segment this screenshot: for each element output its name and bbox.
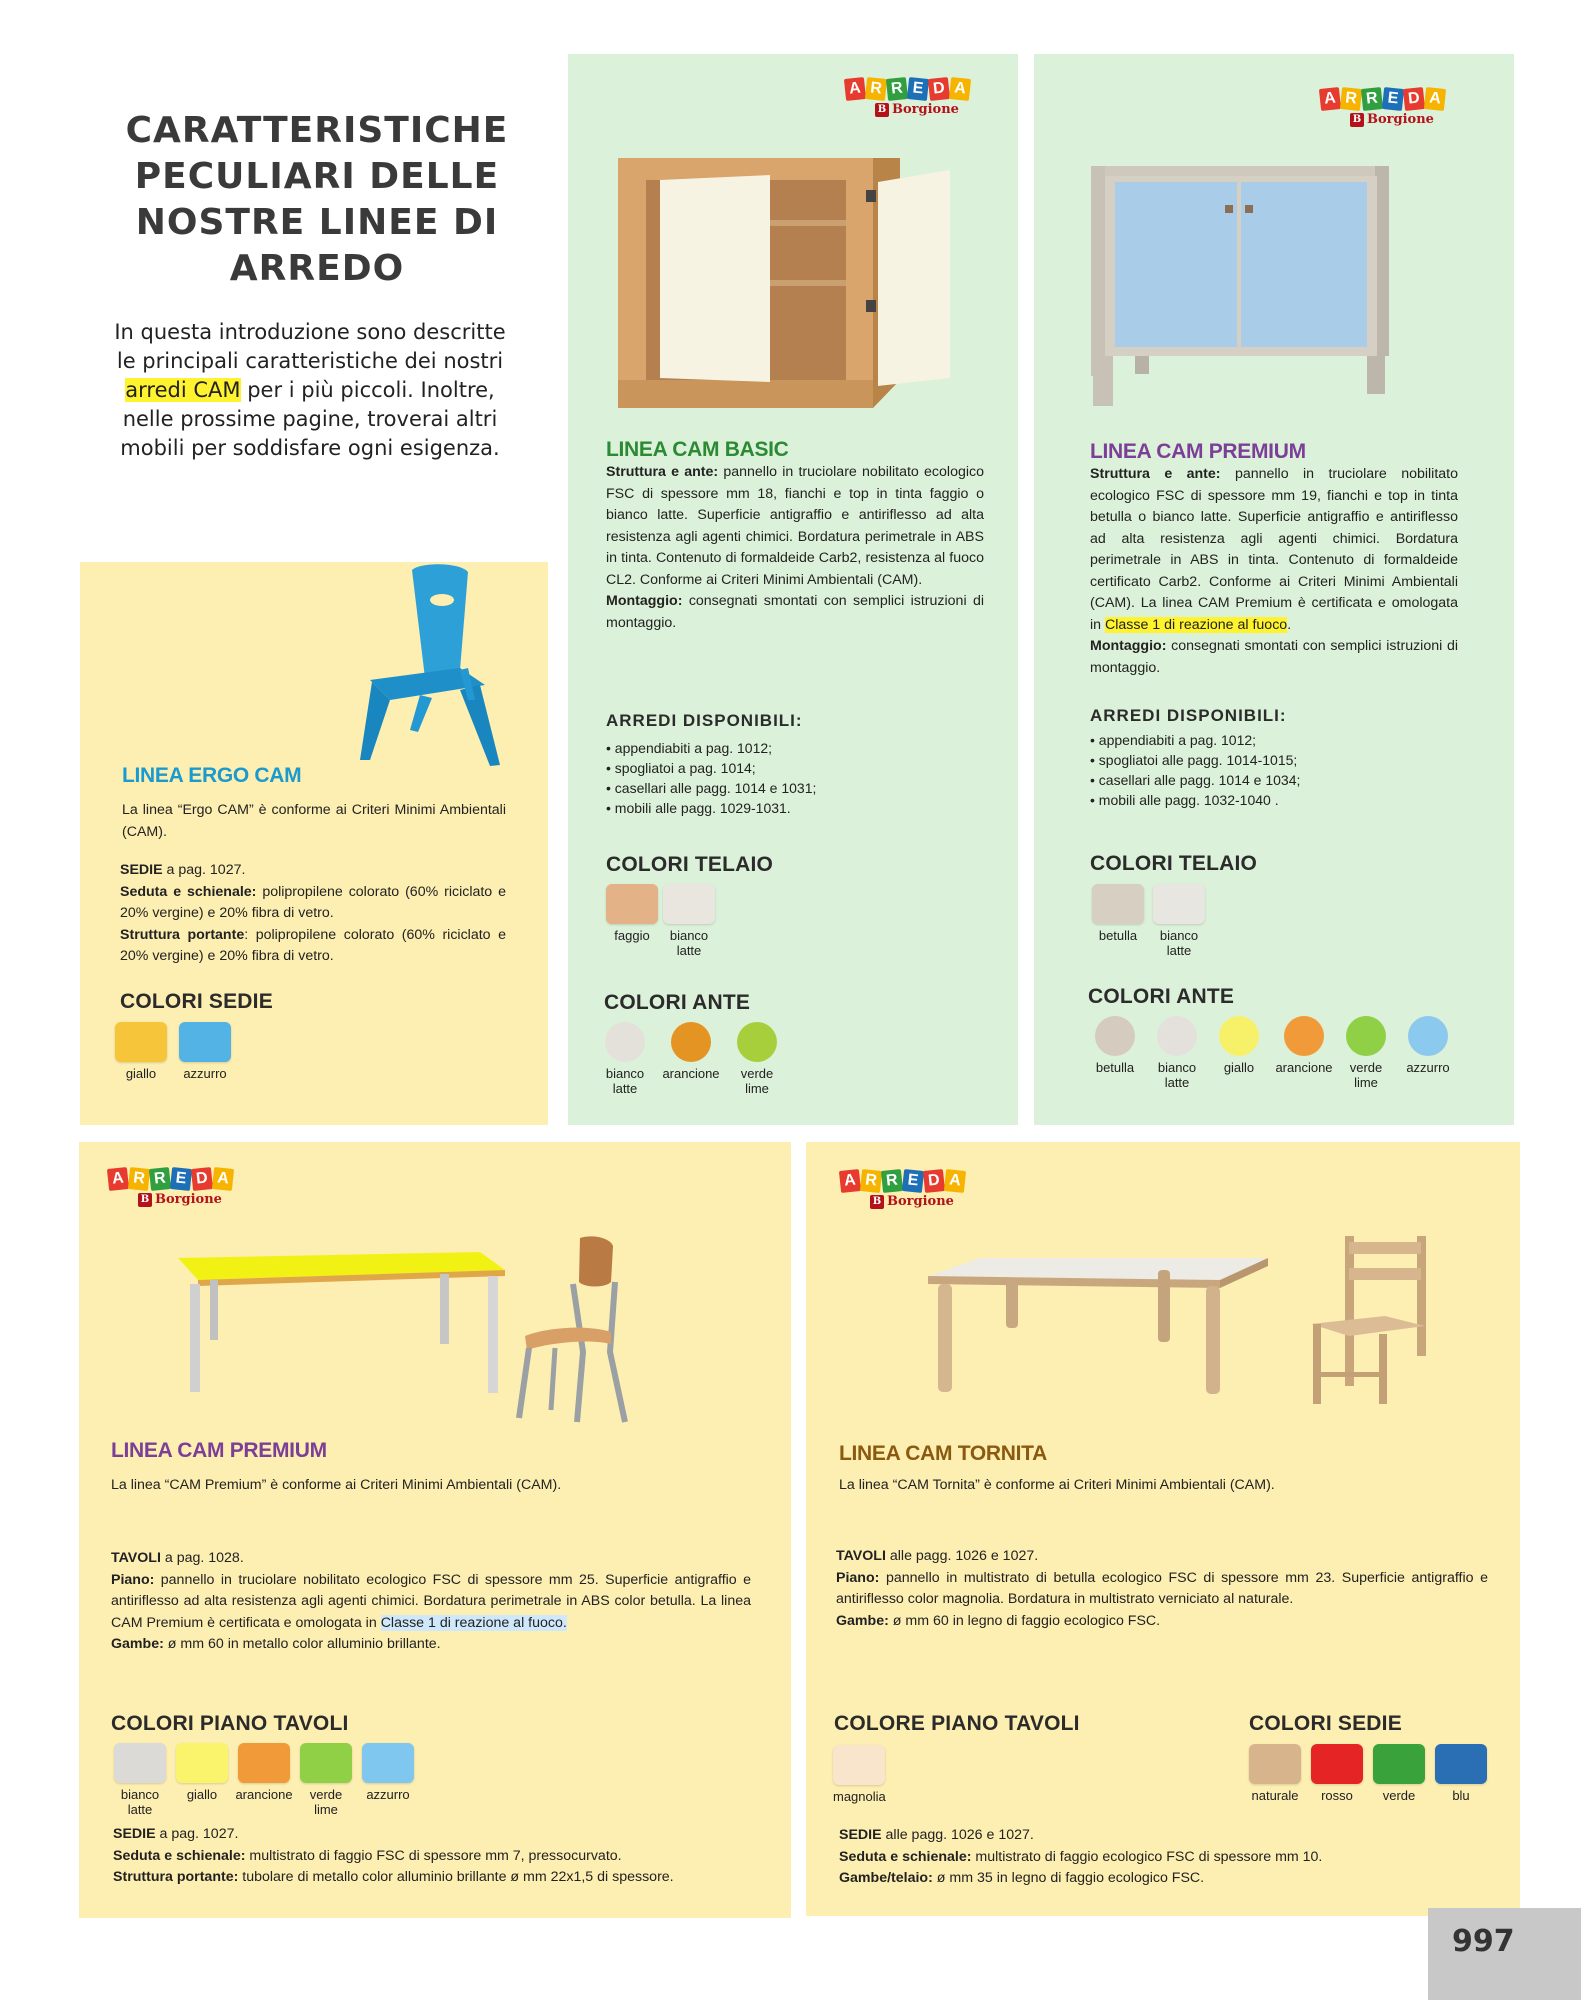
swatch-label: azzurro — [366, 1787, 410, 1802]
premium-table-sedie-label: SEDIE — [113, 1826, 156, 1842]
swatch-rosso — [1309, 1744, 1365, 1803]
logo-letter: A — [107, 1167, 129, 1191]
logo-letter: A — [1319, 87, 1341, 111]
swatch-giallo — [115, 1022, 167, 1081]
ergo-colors-title: COLORI SEDIE — [120, 990, 273, 1013]
premium-cab-struttura-label: Struttura e ante: — [1090, 466, 1221, 482]
swatch-chip — [238, 1743, 290, 1783]
ergo-sedie-ref: a pag. 1027. — [166, 862, 246, 878]
logo-letter: A — [212, 1167, 234, 1191]
tornita-gambe-label: Gambe: — [836, 1612, 889, 1629]
intro-text-start: In questa introduzione sono descritte le principali caratteristiche dei nostri — [114, 320, 506, 373]
premium-cab-specs: Struttura e ante: pannello in truciolare nobilitato ecologico FSC di spessore mm 19, fianchi e top in tinta betulla o bianco latte. Superficie antigraffio e antiriflesso ad alta resistenza agli agenti chimici. Bordatura perimetrale in ABS in tinta. Contenuto di formaldeide certificato Carb2. Conforme ai Criteri Minimi Ambientali (CAM). La linea CAM Premium è certificata e omologata in Classe 1 di reazione al fuoco. Montaggio: consegnati smontati con semplici istruzioni di montaggio. — [1090, 466, 1458, 676]
swatch-label: giallo — [1223, 1060, 1255, 1075]
logo-letter: R — [1340, 87, 1362, 111]
tornita-seduta-text: multistrato di faggio ecologico FSC di spessore mm 10. — [975, 1848, 1323, 1865]
list-item: • mobili alle pagg. 1032-1040 . — [1090, 792, 1279, 808]
swatch-dot — [1284, 1016, 1324, 1056]
basic-cabinet-image — [610, 150, 965, 410]
page-number: 997 — [1428, 1908, 1581, 2000]
swatch-dot — [1157, 1016, 1197, 1056]
logo-letter: E — [170, 1167, 192, 1191]
logo-brand — [870, 1194, 990, 1209]
page-title: CARATTERISTICHE PECULIARI DELLE NOSTRE LINEE DI ARREDO — [125, 110, 509, 289]
swatch-label: faggio — [614, 928, 650, 943]
swatch-bianco-latte — [1151, 884, 1207, 958]
swatch-giallo — [1210, 1016, 1268, 1090]
ergo-struttura-label: Struttura portante — [120, 926, 245, 943]
list-item: • spogliatoi a pag. 1014; — [606, 760, 756, 776]
swatch-label: verde lime — [740, 1066, 774, 1096]
premium-cab-montaggio-label: Montaggio: — [1090, 638, 1167, 654]
swatch-chip — [1373, 1744, 1425, 1784]
premium-table-tavoli-label: TAVOLI — [111, 1550, 161, 1566]
tornita-gambe2-text: ø mm 35 in legno di faggio ecologico FSC. — [936, 1870, 1205, 1886]
premium-table-piano-text: pannello in truciolare nobilitato ecologico FSC di spessore mm 25. Superficie antigraffio e antiriflesso ad alta resistenza agli agenti chimici. Bordatura perimetrale in ABS color betulla. La linea CAM Premium è certificata e omologata in — [111, 1571, 751, 1631]
logo-letter: R — [149, 1167, 171, 1191]
premium-cab-arredi-list — [1090, 730, 1300, 810]
swatch-chip — [1249, 1744, 1301, 1784]
logo-letter: E — [907, 77, 929, 101]
list-item-text: spogliatoi a pag. 1014; — [614, 760, 756, 776]
basic-telaio-colors — [606, 884, 715, 958]
swatch-label: arancione — [662, 1066, 720, 1081]
logo-brand — [138, 1192, 258, 1207]
logo-letter: A — [1424, 87, 1446, 111]
swatch-chip — [1435, 1744, 1487, 1784]
swatch-chip — [362, 1743, 414, 1783]
list-item-text: casellari alle pagg. 1014 e 1034; — [1098, 772, 1301, 788]
swatch-chip — [1311, 1744, 1363, 1784]
logo-letter: A — [949, 77, 971, 101]
logo-letter: R — [128, 1167, 150, 1191]
swatch-betulla — [1086, 1016, 1144, 1090]
logo-brand — [1350, 112, 1470, 127]
tornita-sedie-label: SEDIE — [839, 1827, 882, 1843]
swatch-label: giallo — [186, 1787, 218, 1802]
premium-table-colors-title: COLORI PIANO TAVOLI — [111, 1712, 349, 1735]
basic-arredi-title: ARREDI DISPONIBILI: — [606, 711, 803, 730]
basic-montaggio-text: consegnati smontati con semplici istruzioni di montaggio. — [606, 593, 985, 631]
premium-table-specs — [111, 1548, 751, 1656]
swatch-dot — [1408, 1016, 1448, 1056]
swatch-magnolia — [833, 1745, 893, 1804]
premium-table-classe: Classe 1 di reazione al fuoco. — [380, 1614, 567, 1631]
logo-letter: E — [902, 1169, 924, 1193]
list-item-text: mobili alle pagg. 1029-1031. — [614, 800, 791, 816]
swatch-label: bianco latte — [1159, 928, 1199, 958]
basic-title: LINEA CAM BASIC — [606, 438, 789, 461]
intro-text-end: per i più piccoli. Inoltre, nelle prossime pagine, troverai altri mobili per soddisfare ogni esigenza. — [120, 378, 500, 460]
swatch-label: blu — [1452, 1788, 1470, 1803]
arreda-logo — [840, 1170, 990, 1224]
ergo-seduta-text: polipropilene colorato (60% riciclato e 20% vergine) e 20% fibra di vetro. — [120, 883, 506, 921]
swatch-label: verde — [1382, 1788, 1416, 1803]
swatch-label: bianco latte — [1157, 1060, 1197, 1090]
swatch-label: bianco latte — [120, 1787, 160, 1817]
logo-letter: A — [839, 1169, 861, 1193]
swatch-label: arancione — [235, 1787, 293, 1802]
logo-letter: R — [1361, 87, 1383, 111]
logo-letters — [845, 78, 995, 100]
logo-letter: R — [881, 1169, 903, 1193]
tornita-tavoli-label: TAVOLI — [836, 1548, 886, 1564]
swatch-label: betulla — [1098, 928, 1138, 943]
swatch-giallo — [174, 1743, 230, 1817]
premium-table-struttura-text: tubolare di metallo color alluminio brillante ø mm 22x1,5 di spessore. — [242, 1869, 674, 1885]
basic-montaggio-label: Montaggio: — [606, 593, 683, 609]
logo-letter: R — [865, 77, 887, 101]
tornita-desc: La linea “CAM Tornita” è conforme ai Criteri Minimi Ambientali (CAM). — [839, 1477, 1275, 1493]
list-item-text: mobili alle pagg. 1032-1040 . — [1098, 792, 1279, 808]
intro-highlight: arredi CAM — [125, 378, 241, 402]
swatch-label: azzurro — [183, 1066, 227, 1081]
logo-letter: D — [928, 77, 950, 101]
swatch-bianco-latte — [112, 1743, 168, 1817]
premium-table-title: LINEA CAM PREMIUM — [111, 1439, 327, 1462]
swatch-verde-lime — [298, 1743, 354, 1817]
ergo-desc: La linea “Ergo CAM” è conforme ai Criteri Minimi Ambientali (CAM). — [122, 802, 506, 840]
swatch-azzurro — [1396, 1016, 1460, 1090]
premium-cab-ante-title: COLORI ANTE — [1088, 985, 1235, 1008]
borgione-icon: B — [138, 1193, 152, 1207]
tornita-sedie-colors — [1247, 1744, 1489, 1803]
swatch-betulla — [1090, 884, 1146, 958]
swatch-chip — [1092, 884, 1144, 924]
swatch-label: naturale — [1251, 1788, 1299, 1803]
ergo-specs — [120, 860, 506, 968]
swatch-bianco-latte — [1148, 1016, 1206, 1090]
swatch-azzurro — [179, 1022, 231, 1081]
tornita-piano-label: Piano: — [836, 1569, 880, 1586]
borgione-icon: B — [1350, 113, 1364, 127]
logo-letters — [108, 1168, 258, 1190]
ergo-sedie-label: SEDIE — [120, 862, 163, 878]
premium-table-colors — [112, 1743, 416, 1817]
swatch-chip — [606, 884, 658, 924]
premium-cab-telaio-title: COLORI TELAIO — [1090, 852, 1258, 875]
arreda-logo — [1320, 88, 1470, 142]
basic-arredi-list — [606, 738, 816, 818]
list-item-text: appendiabiti a pag. 1012; — [1098, 732, 1257, 748]
swatch-verde — [1371, 1744, 1427, 1803]
basic-specs — [606, 462, 984, 634]
swatch-label: arancione — [1275, 1060, 1333, 1075]
swatch-verde-lime — [1340, 1016, 1392, 1090]
logo-letter: D — [1403, 87, 1425, 111]
swatch-chip — [1153, 884, 1205, 924]
premium-cab-classe: Classe 1 di reazione al fuoco — [1105, 616, 1288, 633]
ergo-struttura-text: : polipropilene colorato (60% riciclato e 20% vergine) e 20% fibra di vetro. — [120, 926, 506, 964]
logo-brand-name: Borgione — [155, 1192, 222, 1207]
swatch-chip — [300, 1743, 352, 1783]
tornita-gambe-text: ø mm 60 in legno di faggio ecologico FSC. — [892, 1612, 1161, 1629]
premium-cab-struttura-text: pannello in truciolare nobilitato ecologico FSC di spessore mm 19, fianchi e top in tinta betulla o bianco latte. Superficie antigraffio e antiriflesso ad alta resistenza agli agenti chimici. Bordatura perimetrale in ABS in tinta. Contenuto di formaldeide certificato Carb2. Conforme ai Criteri Minimi Ambientali (CAM). La linea CAM Premium è certificata e omologata in — [1090, 466, 1458, 633]
swatch-bianco-latte — [600, 1022, 650, 1096]
swatch-naturale — [1247, 1744, 1303, 1803]
swatch-dot — [1095, 1016, 1135, 1056]
premium-table-desc: La linea “CAM Premium” è conforme ai Criteri Minimi Ambientali (CAM). — [111, 1477, 562, 1493]
swatch-label: verde lime — [1349, 1060, 1383, 1090]
swatch-chip — [833, 1745, 885, 1785]
premium-table-image — [170, 1240, 515, 1400]
basic-telaio-title: COLORI TELAIO — [606, 853, 774, 876]
logo-letter: R — [886, 77, 908, 101]
borgione-icon: B — [875, 103, 889, 117]
blue-chair-image — [350, 560, 515, 770]
logo-letters — [1320, 88, 1470, 110]
list-item: • casellari alle pagg. 1014 e 1034; — [1090, 772, 1301, 788]
tornita-piano-colors — [833, 1745, 893, 1804]
premium-table-piano-label: Piano: — [111, 1571, 155, 1588]
swatch-arancione — [236, 1743, 292, 1817]
swatch-chip — [179, 1022, 231, 1062]
logo-brand-name: Borgione — [887, 1194, 954, 1209]
tornita-tavoli-ref: alle pagg. 1026 e 1027. — [889, 1548, 1039, 1564]
logo-letter: A — [844, 77, 866, 101]
tornita-sedie-ref: alle pagg. 1026 e 1027. — [885, 1827, 1034, 1843]
arreda-logo — [108, 1168, 258, 1222]
logo-brand-name: Borgione — [892, 102, 959, 117]
logo-brand — [875, 102, 995, 117]
list-item: • appendiabiti a pag. 1012; — [1090, 732, 1257, 748]
logo-letter: E — [1382, 87, 1404, 111]
premium-cab-montaggio-text: consegnati smontati con semplici istruzioni di montaggio. — [1090, 638, 1458, 676]
swatch-chip — [663, 884, 715, 924]
tornita-table-image — [920, 1240, 1275, 1400]
premium-table-tavoli-ref: a pag. 1028. — [164, 1550, 244, 1566]
list-item-text: casellari alle pagg. 1014 e 1031; — [614, 780, 817, 796]
ergo-seduta-label: Seduta e schienale: — [120, 883, 257, 900]
arreda-logo — [845, 78, 995, 132]
logo-letters — [840, 1170, 990, 1192]
swatch-chip — [176, 1743, 228, 1783]
premium-cab-ante-colors — [1086, 1016, 1460, 1090]
swatch-dot — [605, 1022, 645, 1062]
basic-ante-colors — [600, 1022, 782, 1096]
swatch-bianco-latte — [663, 884, 715, 958]
swatch-dot — [737, 1022, 777, 1062]
tornita-sedie-specs — [839, 1825, 1479, 1890]
tornita-piano-text: pannello in multistrato di betulla ecologico FSC di spessore mm 23. Superficie antigraffio e antiriflesso color magnolia. Bordatura in multistrato verniciato al naturale. — [836, 1569, 1488, 1607]
swatch-blu — [1433, 1744, 1489, 1803]
swatch-label: magnolia — [833, 1789, 886, 1804]
swatch-chip — [115, 1022, 167, 1062]
swatch-label: bianco latte — [605, 1066, 645, 1096]
logo-brand-name: Borgione — [1367, 112, 1434, 127]
swatch-azzurro — [360, 1743, 416, 1817]
swatch-label: betulla — [1095, 1060, 1135, 1075]
premium-table-struttura-label: Struttura portante: — [113, 1869, 239, 1885]
swatch-label: azzurro — [1406, 1060, 1450, 1075]
list-item: • casellari alle pagg. 1014 e 1031; — [606, 780, 817, 796]
premium-table-seduta-label: Seduta e schienale: — [113, 1847, 246, 1864]
swatch-arancione — [660, 1022, 722, 1096]
ergo-title: LINEA ERGO CAM — [122, 764, 302, 787]
list-item-text: spogliatoi alle pagg. 1014-1015; — [1098, 752, 1298, 768]
intro-paragraph — [110, 318, 510, 463]
logo-letter: D — [191, 1167, 213, 1191]
swatch-label: verde lime — [309, 1787, 343, 1817]
tornita-seduta-label: Seduta e schienale: — [839, 1848, 972, 1865]
swatch-dot — [1346, 1016, 1386, 1056]
basic-struttura-label: Struttura e ante: — [606, 464, 719, 480]
premium-table-sedie-ref: a pag. 1027. — [159, 1826, 239, 1842]
premium-table-sedie-specs — [113, 1824, 773, 1889]
basic-struttura-text: pannello in truciolare nobilitato ecologico FSC di spessore mm 18, fianchi e top in tinta faggio o bianco latte. Superficie antigraffio e antiriflesso ad alta resistenza agli agenti chimici. Bordatura perimetrale in ABS in tinta. Contenuto di formaldeide Carb2, resistenza al fuoco CL2. Conforme ai Criteri Minimi Ambientali (CAM). — [606, 464, 984, 588]
swatch-label: bianco latte — [669, 928, 709, 958]
premium-cab-arredi-title: ARREDI DISPONIBILI: — [1090, 706, 1287, 725]
swatch-label: giallo — [125, 1066, 157, 1081]
tornita-chair-image — [1305, 1232, 1435, 1407]
swatch-chip — [114, 1743, 166, 1783]
swatch-verde-lime — [732, 1022, 782, 1096]
basic-ante-title: COLORI ANTE — [604, 991, 751, 1014]
premium-table-gambe-label: Gambe: — [111, 1636, 164, 1652]
tornita-gambe2-label: Gambe/telaio: — [839, 1870, 933, 1886]
list-item: • spogliatoi alle pagg. 1014-1015; — [1090, 752, 1298, 768]
swatch-label: rosso — [1321, 1788, 1353, 1803]
logo-letter: D — [923, 1169, 945, 1193]
borgione-icon: B — [870, 1195, 884, 1209]
swatch-dot — [1219, 1016, 1259, 1056]
tornita-title: LINEA CAM TORNITA — [839, 1442, 1047, 1465]
premium-chair-image — [515, 1232, 645, 1432]
logo-letter: A — [944, 1169, 966, 1193]
list-item-text: appendiabiti a pag. 1012; — [614, 740, 773, 756]
tornita-specs — [836, 1546, 1488, 1632]
swatch-arancione — [1272, 1016, 1336, 1090]
tornita-sedie-title: COLORI SEDIE — [1249, 1712, 1402, 1735]
swatch-faggio — [606, 884, 658, 958]
swatch-dot — [671, 1022, 711, 1062]
list-item: • mobili alle pagg. 1029-1031. — [606, 800, 791, 816]
list-item: • appendiabiti a pag. 1012; — [606, 740, 773, 756]
premium-table-gambe-text: ø mm 60 in metallo color alluminio brillante. — [167, 1636, 441, 1652]
ergo-colors — [115, 1022, 231, 1081]
premium-cab-telaio-colors — [1090, 884, 1207, 958]
tornita-piano-title: COLORE PIANO TAVOLI — [834, 1712, 1080, 1735]
premium-cab-title: LINEA CAM PREMIUM — [1090, 440, 1306, 463]
premium-table-seduta-text: multistrato di faggio FSC di spessore mm 7, pressocurvato. — [249, 1847, 622, 1864]
logo-letter: R — [860, 1169, 882, 1193]
premium-cabinet-image — [1085, 160, 1395, 415]
